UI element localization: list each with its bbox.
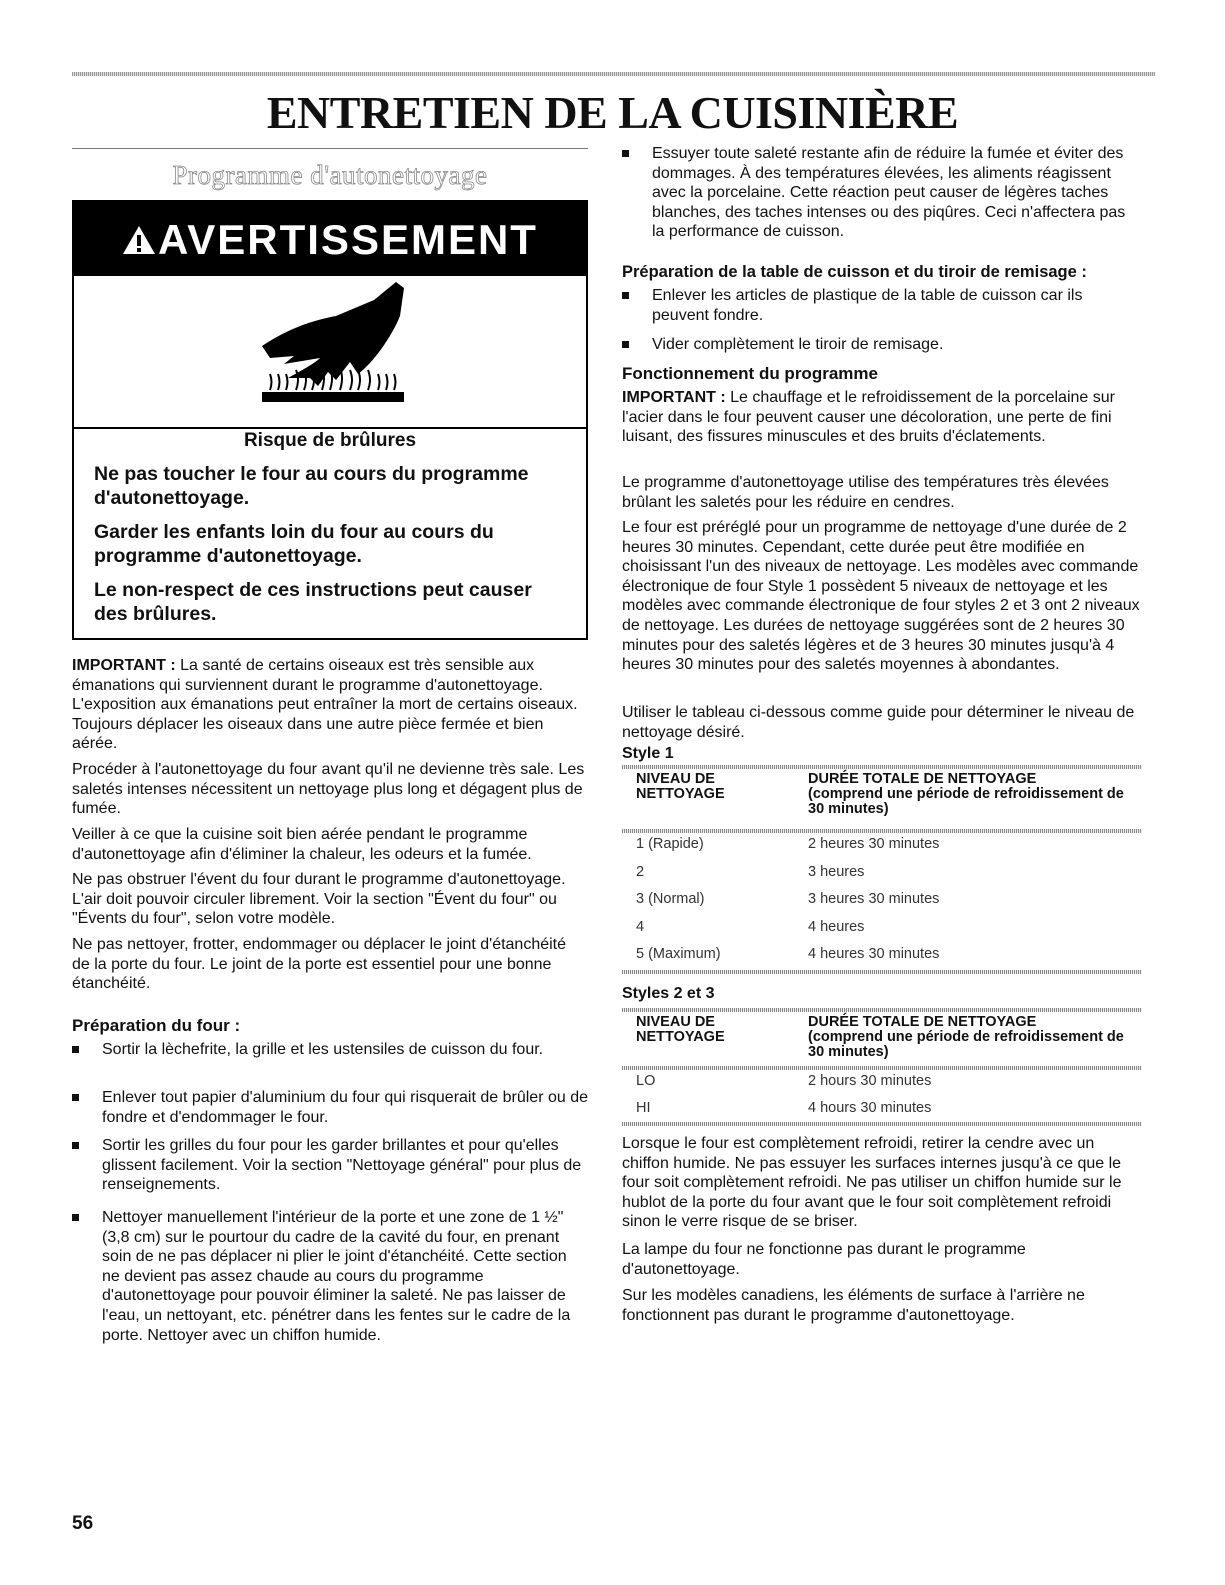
table-cell-duration: 3 heures 30 minutes	[808, 891, 940, 907]
warning-line: Ne pas toucher le four au cours du programme d'autonettoyage.	[94, 463, 529, 509]
table-cell-duration: 4 heures 30 minutes	[808, 946, 940, 962]
table-rule	[622, 829, 1142, 833]
column-header	[808, 772, 1138, 817]
section-subtitle: Programme d'autonettoyage	[172, 160, 488, 190]
warning-header-text: AVERTISSEMENT	[158, 216, 538, 263]
table-rule	[622, 765, 1142, 769]
column-header: NIVEAU DE NETTOYAGE	[636, 1014, 725, 1045]
list-item-text: Sortir la lèchefrite, la grille et les ustensiles de cuisson du four.	[102, 1041, 544, 1058]
paragraph: Procéder à l'autonettoyage du four avant qu'il ne devienne très sale. Les saletés intenses nécessitent un nettoyage plus long et dégagent plus de fumée.	[72, 761, 585, 818]
function-important	[622, 388, 1142, 447]
prep2-heading: Préparation de la table de cuisson et du tiroir de remisage :	[622, 263, 1087, 281]
top-rule	[72, 72, 1155, 76]
paragraph: Sur les modèles canadiens, les éléments de surface à l'arrière ne fonctionnent pas durant le programme d'autonettoyage.	[622, 1287, 1085, 1324]
list-item-text: Nettoyer manuellement l'intérieur de la porte et une zone de 1 ½" (3,8 cm) sur le pourtour du cadre de la cavité du four, en prenant soin de ne pas déplacer ni plier le joint d'étanchéité. Cette section ne devient pas assez chaude au cours du programme d'autonettoyage pour pouvoir éliminer la saleté. Ne pas laisser de l'eau, un nettoyant, etc. pénétrer dans les fentes sur le cadre de la porte. Nettoyer avec un chiffon humide.	[102, 1209, 571, 1344]
column-title: DURÉE TOTALE DE NETTOYAGE	[808, 771, 1037, 787]
warning-line: Garder les enfants loin du four au cours du programme d'autonettoyage.	[94, 521, 494, 567]
paragraph: Veiller à ce que la cuisine soit bien aérée pendant le programme d'autonettoyage afin d'éliminer la chaleur, les odeurs et la fumée.	[72, 826, 532, 863]
table-rule	[622, 970, 1142, 974]
bullet-icon	[72, 1094, 79, 1101]
table-cell-level: LO	[636, 1073, 656, 1089]
bullet-icon	[72, 1046, 79, 1053]
column-header: NIVEAU DE NETTOYAGE	[636, 771, 725, 802]
page-number: 56	[72, 1513, 94, 1534]
table-cell-level: HI	[636, 1100, 651, 1116]
important-label: IMPORTANT :	[622, 389, 726, 406]
table-cell-level: 1 (Rapide)	[636, 836, 704, 852]
column-subtitle: (comprend une période de refroidissement de 30 minutes)	[808, 1029, 1124, 1060]
important-paragraph	[72, 656, 588, 754]
table-label: Style 1	[622, 745, 674, 762]
list-item-text: Essuyer toute saleté restante afin de réduire la fumée et éviter des dommages. À des températures élevées, les aliments réagissent avec la porcelaine. Cette réaction peut causer de légères taches blanches, des taches intenses ou des piqûres. Ceci n'affectera pas la performance de cuisson.	[652, 145, 1126, 241]
table-cell-duration: 4 hours 30 minutes	[808, 1100, 932, 1116]
list-item-text: Sortir les grilles du four pour les garder brillantes et pour qu'elles glissent facilement. Voir la section "Nettoyage général" pour plus de renseignements.	[102, 1137, 582, 1194]
warning-line: Le non-respect de ces instructions peut causer des brûlures.	[94, 579, 532, 625]
table-cell-duration: 3 heures	[808, 863, 865, 880]
bullet-icon	[622, 341, 629, 348]
bullet-icon	[72, 1214, 79, 1221]
table-rule	[622, 1122, 1142, 1126]
list-item-text: Enlever les articles de plastique de la table de cuisson car ils peuvent fondre.	[652, 287, 1083, 324]
function-heading: Fonctionnement du programme	[622, 364, 878, 383]
warning-header	[74, 202, 586, 276]
hot-surface-hand-icon	[74, 278, 586, 426]
list-item-text: Vider complètement le tiroir de remisage.	[652, 336, 944, 353]
table-label: Styles 2 et 3	[622, 985, 715, 1002]
paragraph: Le four est préréglé pour un programme de nettoyage d'une durée de 2 heures 30 minutes. Cependant, cette durée peut être modifiée en choisissant l'un des niveaux de nettoyage. Les modèles avec commande électronique de four Style 1 possèdent 5 niveaux de nettoyage et les modèles avec commande électronique de four styles 2 et 3 ont 2 niveaux de nettoyage. Les durées de nettoyage suggérées sont de 2 heures 30 minutes pour des saletés légères et de 3 heures 30 minutes jusqu'à 4 heures 30 minutes pour des saletés moyennes à abondantes.	[622, 519, 1140, 674]
prep-heading: Préparation du four :	[72, 1016, 241, 1035]
table-cell-duration: 2 heures 30 minutes	[808, 836, 940, 852]
bullet-icon	[622, 292, 629, 299]
paragraph: Le programme d'autonettoyage utilise des températures très élevées brûlant les saletés pour les réduire en cendres.	[622, 474, 1109, 511]
warning-triangle-icon	[122, 224, 156, 256]
table-cell-level: 4	[636, 918, 645, 935]
table-cell-level: 5 (Maximum)	[636, 946, 721, 962]
table-cell-level: 3 (Normal)	[636, 891, 705, 907]
table-cell-duration: 4 heures	[808, 918, 865, 935]
paragraph: Utiliser le tableau ci-dessous comme guide pour déterminer le niveau de nettoyage désiré.	[622, 704, 1135, 741]
important-label: IMPORTANT :	[72, 657, 176, 674]
paragraph: La lampe du four ne fonctionne pas durant le programme d'autonettoyage.	[622, 1241, 1026, 1278]
table-cell-duration: 2 hours 30 minutes	[808, 1073, 932, 1089]
paragraph: Ne pas nettoyer, frotter, endommager ou déplacer le joint d'étanchéité de la porte du four. Le joint de la porte est essentiel pour une bonne étanchéité.	[72, 936, 567, 993]
page-title: ENTRETIEN DE LA CUISINIÈRE	[266, 87, 959, 138]
section-rule	[72, 148, 588, 149]
list-item-text: Enlever tout papier d'aluminium du four qui risquerait de brûler ou de fondre et d'endommager le four.	[102, 1089, 588, 1126]
warning-risk: Risque de brûlures	[243, 430, 417, 451]
important-text: La santé de certains oiseaux est très sensible aux émanations qui surviennent durant le programme d'autonettoyage. L'exposition aux émanations peut entraîner la mort de certains oiseaux. Toujours déplacer les oiseaux dans une autre pièce fermée et bien aérée.	[72, 657, 578, 753]
table-cell-level: 2	[636, 863, 645, 880]
bullet-icon	[622, 150, 629, 157]
table-rule	[622, 1066, 1142, 1070]
column-header	[808, 1015, 1138, 1060]
column-subtitle: (comprend une période de refroidissement de 30 minutes)	[808, 786, 1124, 817]
important-text: Le chauffage et le refroidissement de la porcelaine sur l'acier dans le four peuvent causer une décoloration, une perte de fini luisant, des fissures minuscules et des bruits d'éclatements.	[622, 389, 1115, 446]
bullet-icon	[72, 1142, 79, 1149]
warning-divider	[74, 427, 586, 429]
column-title: DURÉE TOTALE DE NETTOYAGE	[808, 1014, 1037, 1030]
table-rule	[622, 1008, 1142, 1012]
paragraph: Lorsque le four est complètement refroidi, retirer la cendre avec un chiffon humide. Ne pas essuyer les surfaces internes jusqu'à ce que le four soit complètement refroidi. Ne pas utiliser un chiffon humide sur le hublot de la porte du four avant que le four soit complètement refroidi sinon le verre risque de se briser.	[622, 1135, 1122, 1231]
warning-box	[72, 200, 588, 640]
paragraph: Ne pas obstruer l'évent du four durant le programme d'autonettoyage. L'air doit pouvoir circuler librement. Voir la section "Évent du four" ou "Évents du four", selon votre modèle.	[72, 871, 566, 928]
